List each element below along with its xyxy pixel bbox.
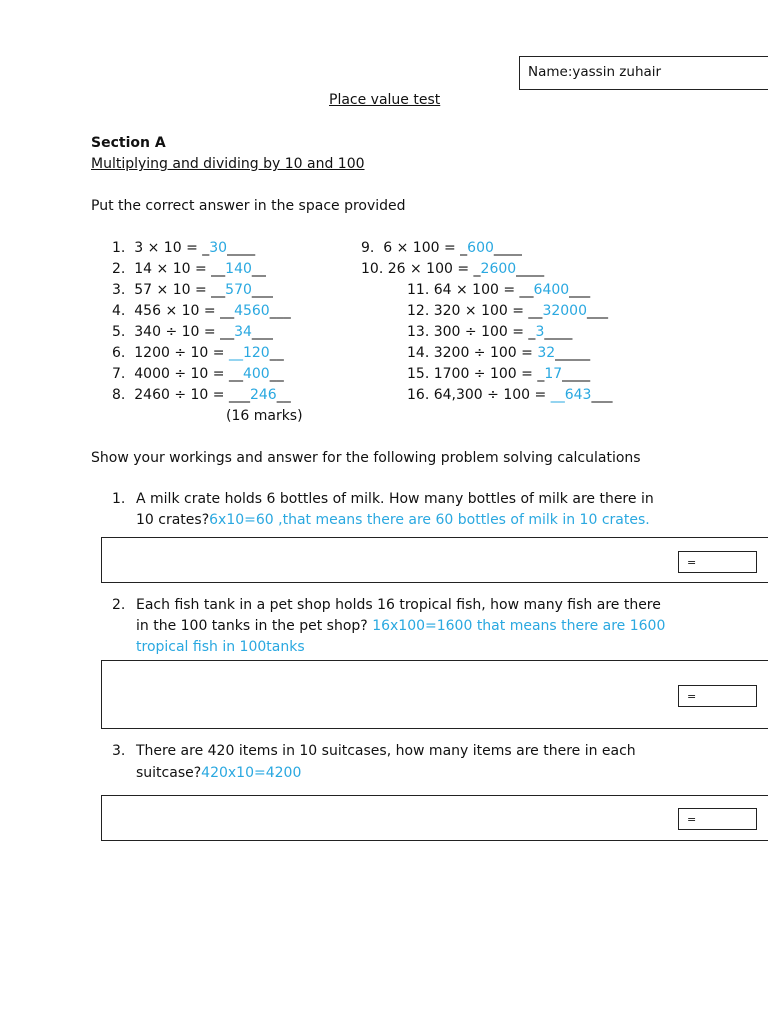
question-item: 13. 300 ÷ 100 = _3____ (407, 324, 573, 340)
marks-label: (16 marks) (226, 408, 303, 424)
problem-text-line: There are 420 items in 10 suitcases, how many items are there in each (136, 743, 636, 759)
name-field-box (519, 56, 768, 90)
question-item: 14. 3200 ÷ 100 = 32_____ (407, 345, 591, 361)
workings-box[interactable] (101, 660, 768, 729)
question-item: 12. 320 × 100 = __32000___ (407, 303, 608, 319)
question-item: 11. 64 × 100 = __6400___ (407, 282, 591, 298)
instruction-text: Put the correct answer in the space provided (91, 198, 406, 214)
workings-box[interactable] (101, 537, 768, 583)
question-item: 1. 3 × 10 = _30____ (112, 240, 256, 256)
question-item: 3. 57 × 10 = __570___ (112, 282, 273, 298)
answer-box[interactable]: = (678, 685, 757, 707)
workings-instruction: Show your workings and answer for the following problem solving calculations (91, 450, 641, 466)
question-item: 2. 14 × 10 = __140__ (112, 261, 266, 277)
question-item: 6. 1200 ÷ 10 = __120__ (112, 345, 284, 361)
problem-number: 1. (112, 491, 126, 507)
section-heading: Section A (91, 135, 166, 151)
question-item: 5. 340 ÷ 10 = __34___ (112, 324, 273, 340)
question-item: 7. 4000 ÷ 10 = __400__ (112, 366, 284, 382)
problem-number: 2. (112, 597, 126, 613)
name-field-text: Name:yassin zuhair (528, 64, 662, 80)
workings-box[interactable] (101, 795, 768, 841)
answer-box[interactable]: = (678, 808, 757, 830)
problem-answer-line: tropical fish in 100tanks (136, 639, 305, 655)
section-subtitle: Multiplying and dividing by 10 and 100 (91, 156, 365, 172)
question-item: 9. 6 × 100 = _600____ (361, 240, 522, 256)
question-item: 4. 456 × 10 = __4560___ (112, 303, 291, 319)
answer-box[interactable]: = (678, 551, 757, 573)
question-item: 8. 2460 ÷ 10 = ___246__ (112, 387, 291, 403)
problem-text-line: 10 crates?6x10=60 ,that means there are 60 bottles of milk in 10 crates. (136, 512, 650, 528)
problem-text-line: A milk crate holds 6 bottles of milk. How many bottles of milk are there in (136, 491, 654, 507)
problem-text-line: suitcase?420x10=4200 (136, 765, 302, 781)
problem-number: 3. (112, 743, 126, 759)
problem-text-line: Each fish tank in a pet shop holds 16 tropical fish, how many fish are there (136, 597, 661, 613)
page-title: Place value test (329, 92, 441, 108)
problem-text-line: in the 100 tanks in the pet shop? 16x100=1600 that means there are 1600 (136, 618, 666, 634)
question-item: 15. 1700 ÷ 100 = _17____ (407, 366, 591, 382)
question-item: 10. 26 × 100 = _2600____ (361, 261, 545, 277)
question-item: 16. 64,300 ÷ 100 = __643___ (407, 387, 613, 403)
